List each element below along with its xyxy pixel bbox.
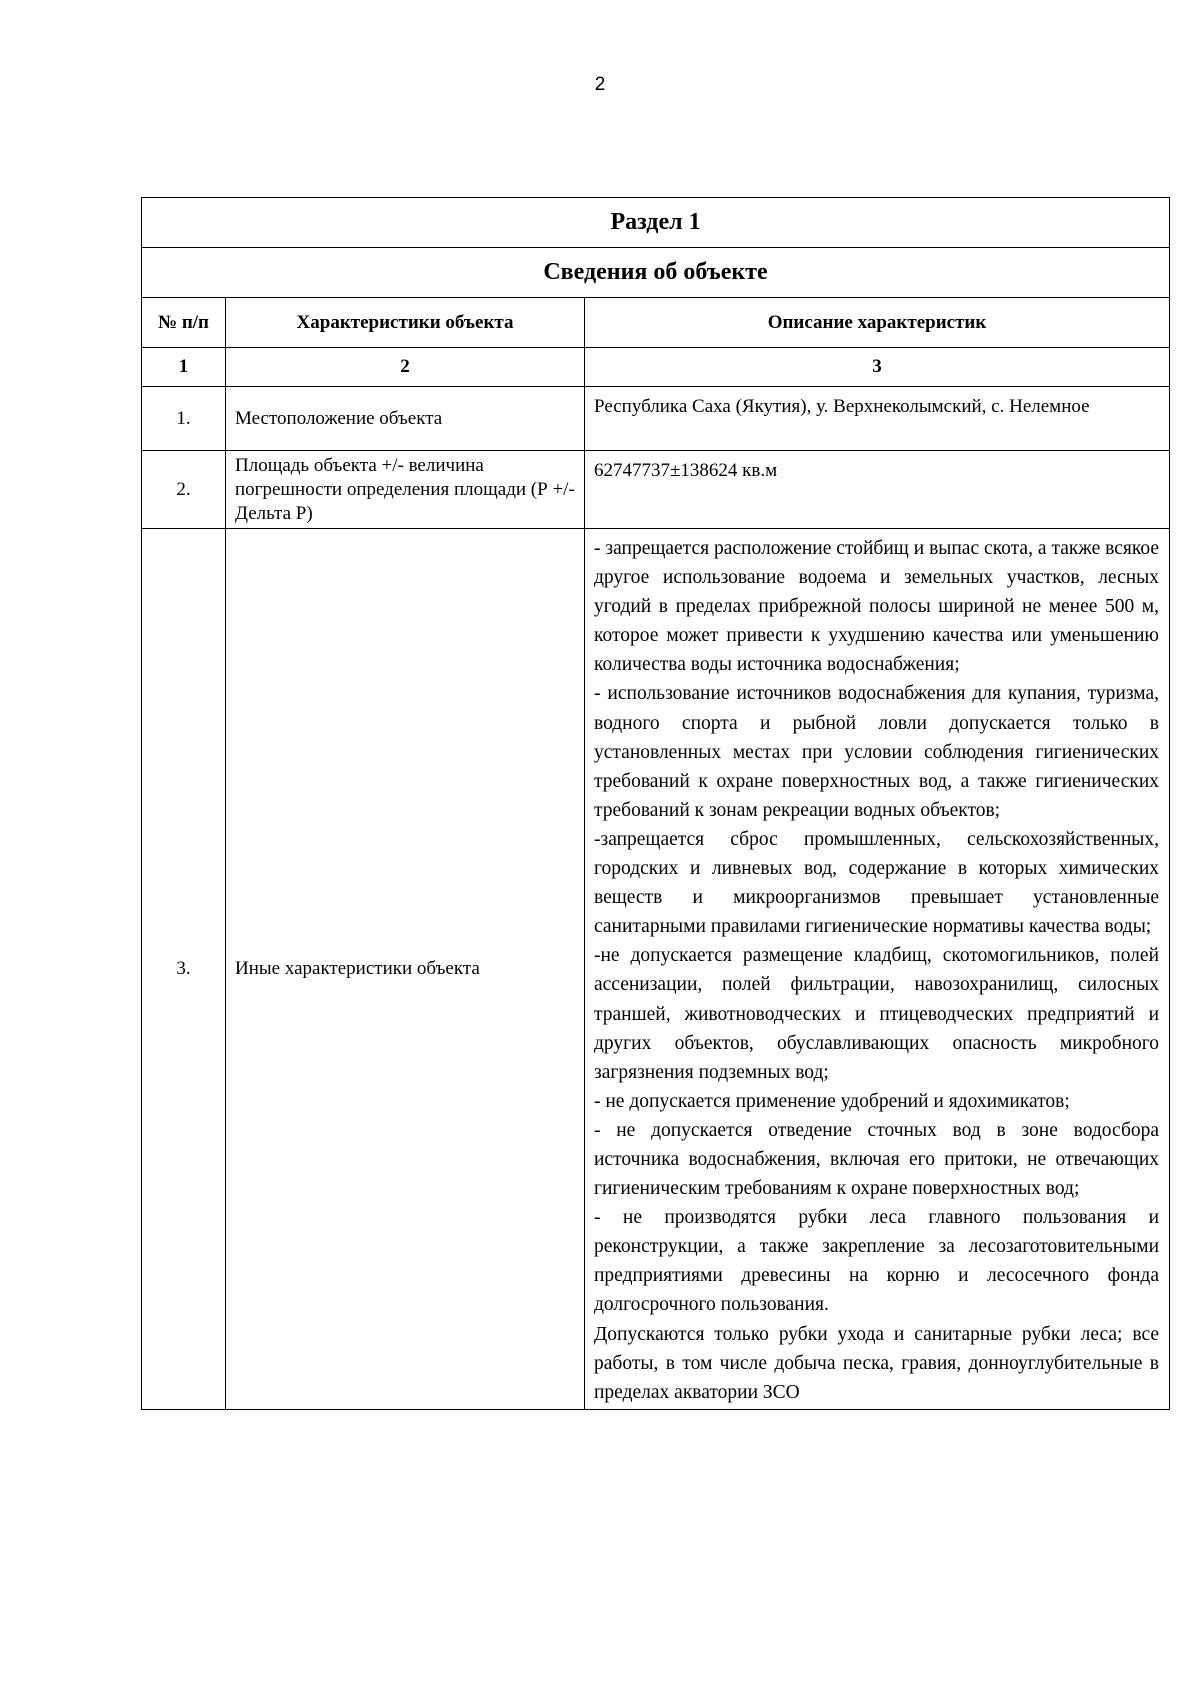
section-title: Раздел 1 — [142, 198, 1170, 248]
column-number-3: 3 — [585, 348, 1170, 387]
column-number-2: 2 — [226, 348, 585, 387]
page-number: 2 — [594, 74, 606, 95]
section-subtitle: Сведения об объекте — [142, 248, 1170, 298]
row-number: 3. — [142, 529, 226, 1410]
table-row — [142, 387, 1170, 451]
table-row — [142, 529, 1170, 1410]
description-paragraph: -запрещается сброс промышленных, сельскохозяйственных, городских и ливневых вод, содержание в которых химических веществ и микроорганизмов превышает установленные санитарными правилами гигиенические нормативы качества воды; — [594, 828, 1160, 938]
description-paragraph: - не производятся рубки леса главного пользования и реконструкции, а также закрепление за лесозаготовительными предприятиями древесины на корню и лесосечного фонда долгосрочного пользования. — [594, 1207, 1160, 1316]
column-header-description: Описание характеристик — [585, 298, 1170, 348]
column-header-row — [142, 298, 1170, 348]
description-paragraph: - не допускается применение удобрений и ядохимикатов; — [594, 1090, 1070, 1112]
table-row — [142, 451, 1170, 529]
description-paragraph: Допускаются только рубки ухода и санитарные рубки леса; все работы, в том числе добыча песка, гравия, донноуглубительные в пределах акватории ЗСО — [594, 1323, 1160, 1403]
column-header-number: № п/п — [142, 298, 226, 348]
row-characteristic: Площадь объекта +/- величина погрешности определения площади (Р +/- Дельта Р) — [226, 451, 585, 529]
row-number: 2. — [142, 451, 226, 529]
row-characteristic: Местоположение объекта — [226, 387, 585, 451]
row-description — [585, 529, 1170, 1410]
section-subtitle-row — [142, 248, 1170, 298]
description-paragraph: -не допускается размещение кладбищ, скотомогильников, полей ассенизации, полей фильтрации, навозохранилищ, силосных траншей, животноводческих и птицеводческих предприятий и других объектов, обуславливающих опасность микробного загрязнения подземных вод; — [594, 945, 1160, 1083]
description-paragraph: - использование источников водоснабжения для купания, туризма, водного спорта и рыбной ловли допускается только в установленных местах при условии соблюдения гигиенических требований к охране поверхностных вод, а также гигиенических требований к зонам рекреации водных объектов; — [594, 683, 1160, 821]
column-number-row — [142, 348, 1170, 387]
column-number-1: 1 — [142, 348, 226, 387]
object-info-table — [141, 197, 1170, 1410]
section-title-row — [142, 198, 1170, 248]
row-description: Республика Саха (Якутия), у. Верхнеколымский, с. Нелемное — [585, 387, 1170, 451]
description-paragraph: - запрещается расположение стойбищ и выпас скота, а также всякое другое использование водоема и земельных участков, лесных угодий в пределах прибрежной полосы шириной не менее 500 м, которое может привести к ухудшению качества или уменьшению количества воды источника водоснабжения; — [594, 538, 1160, 676]
row-description: 62747737±138624 кв.м — [585, 451, 1170, 529]
row-characteristic: Иные характеристики объекта — [226, 529, 585, 1410]
description-paragraph: - не допускается отведение сточных вод в зоне водосбора источника водоснабжения, включая его притоки, не отвечающих гигиеническим требованиям к охране поверхностных вод; — [594, 1119, 1160, 1200]
row-number: 1. — [142, 387, 226, 451]
column-header-characteristic: Характеристики объекта — [226, 298, 585, 348]
